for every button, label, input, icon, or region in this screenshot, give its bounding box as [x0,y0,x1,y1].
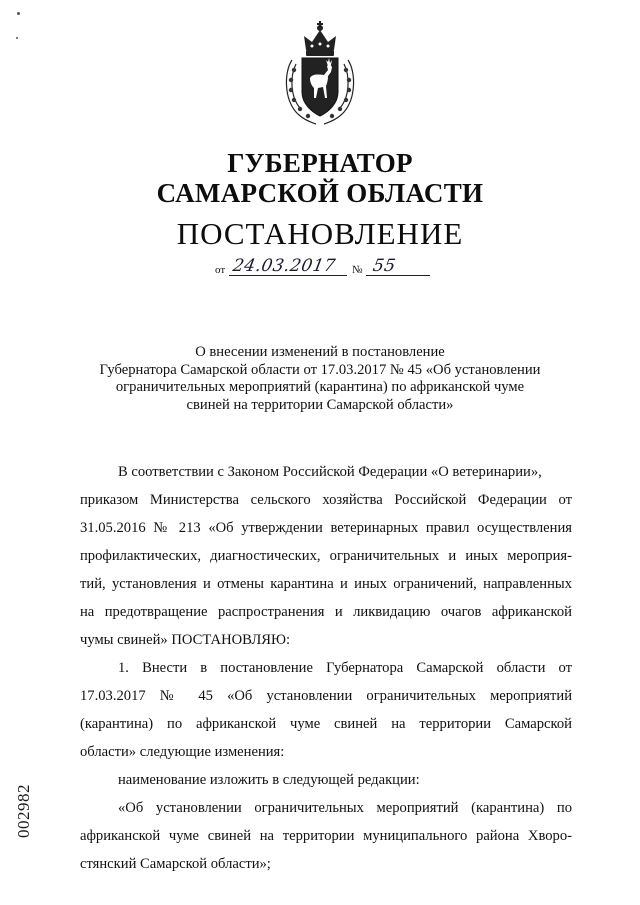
document-type: ПОСТАНОВЛЕНИЕ [176,216,464,251]
body-line: на предотвращение распространения и ликвидацию очагов африканской [80,604,572,620]
document-subject [70,344,570,414]
body-line: африканской чуме свиней на территории муниципального района Хворо- [80,828,572,844]
scan-speck [17,12,20,15]
registration-number: 002982 [14,784,33,838]
subject-line: ограничительных мероприятий (карантина) по африканской чуме [115,379,525,395]
issuer-title-line-2: САМАРСКОЙ ОБЛАСТИ [156,178,484,208]
body-line: наименование изложить в следующей редакции: [118,772,420,788]
number-handwritten: 55 [371,256,398,276]
body-line: 1. Внести в постановление Губернатора Самарской области от [118,660,572,676]
date-label: от [215,264,226,276]
body-line: «Об установлении ограничительных мероприятий (карантина) по [118,800,572,816]
body-line: 31.05.2016 № 213 «Об утверждении ветеринарных правил осуществления [80,520,572,536]
body-line: профилактических, диагностических, ограничительных и иных мероприя- [80,548,572,564]
body-line: тий, установления и отмены карантина и иных ограничений, направленных [80,576,572,592]
date-handwritten: 24.03.2017 [231,256,338,276]
body-line: В соответствии с Законом Российской Федерации «О ветеринарии», [118,464,542,480]
body-line: области» следующие изменения: [80,744,285,760]
number-label: № [352,264,363,276]
document-meta [215,257,435,279]
issuer-title-line-1: ГУБЕРНАТОР [227,148,413,178]
body-line: (карантина) по африканской чуме свиней на территории Самарской [80,716,572,732]
body-line: чумы свиней» ПОСТАНОВЛЯЮ: [80,632,291,648]
subject-line: Губернатора Самарской области от 17.03.2017 № 45 «Об установлении [99,361,541,378]
subject-line: О внесении изменений в постановление [195,344,445,360]
samara-coat-of-arms-icon [282,20,358,126]
body-line: приказом Министерства сельского хозяйства Российской Федерации от [80,492,572,508]
body-line: 17.03.2017 № 45 «Об установлении ограничительных мероприятий [80,688,572,704]
body-line: стянский Самарской области»; [80,856,271,872]
subject-line: свиней на территории Самарской области» [186,396,454,413]
scan-speck [16,37,18,39]
